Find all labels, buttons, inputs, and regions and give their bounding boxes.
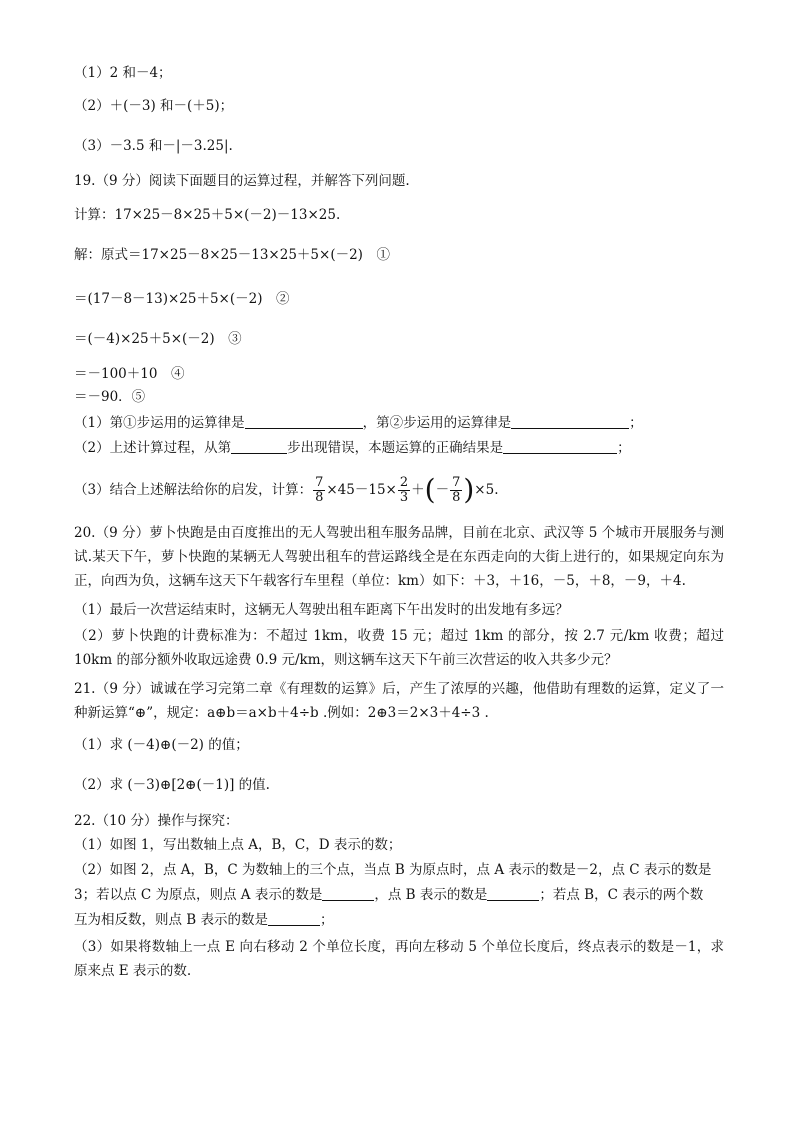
q19-q3-neg: － [435,482,450,498]
q19-step-1: 解：原式＝17×25－8×25－13×25＋5×(－2) ① [74,247,390,263]
q18-part-3: （3）－3.5 和－|－3.25|. [74,138,233,154]
q19-q3-text: （3）结合上述解法给你的启发，计算： [74,482,313,498]
right-paren-icon: ) [463,473,475,506]
numerator: 2 [399,474,409,490]
q22-question-2-line-3 [74,911,724,929]
answer-blank[interactable] [245,414,363,429]
q19-step-5: ＝－90．⑤ [74,389,146,405]
answer-blank[interactable] [231,439,287,454]
denominator: 8 [452,489,461,505]
q22-question-3: （3）如果将数轴上一点 E 向右移动 2 个单位长度，再向左移动 5 个单位长度后，终点表示的数是－1，求原来点 E 表示的数. [74,939,724,979]
q22-question-2-line-1: （2）如图 2，点 A，B，C 为数轴上的三个点，当点 B 为原点时，点 A 表示的数是－2，点 C 表示的数是 [74,862,712,878]
q18-part-1: （1）2 和－4； [74,65,172,81]
q19-calc: 计算：17×25－8×25＋5×(－2)－13×25. [74,207,341,223]
q19-question-2 [74,439,724,457]
q19-step-4: ＝－100＋10 ④ [74,366,185,382]
q19-q3-plus: ＋ [411,482,425,498]
q22-question-2-line-2 [74,886,724,904]
q19-q2-text-a: （2）上述计算过程，从第 [74,440,232,456]
q21-question-2: （2）求 (－3)⊕[2⊕(－1)] 的值. [74,777,270,793]
q22-question-1: （1）如图 1，写出数轴上点 A，B，C，D 表示的数； [74,837,402,853]
q22-q2-text-c: ；若点 B，C 表示的两个数 [539,887,704,903]
q19-q2-text-b: 步出现错误，本题运算的正确结果是 [287,440,504,456]
q19-title: 19.（9 分）阅读下面题目的运算过程，并解答下列问题. [74,173,410,189]
q22-q2-text-e: ； [320,912,334,928]
q19-q3-mid: ×45－15× [326,482,397,498]
q22-q2-text-b: ，点 B 表示的数是 [374,887,488,903]
fraction [313,476,325,505]
answer-blank[interactable] [487,886,539,901]
q20-question-2: （2）萝卜快跑的计费标准为：不超过 1km，收费 15 元；超过 1km 的部分，按 2.7 元/km 收费；超过 10km 的部分额外收取远途费 0.9 元/km，则这辆车这天下午前三次营运的收入共多少元？ [74,628,724,668]
answer-blank[interactable] [268,911,320,926]
q22-q2-text-d: 互为相反数，则点 B 表示的数是 [74,912,269,928]
fraction [398,476,410,505]
denominator: 3 [399,489,409,505]
q19-q2-text-c: ； [617,440,631,456]
q22-q2-text-a: 3；若以点 C 为原点，则点 A 表示的数是 [74,887,323,903]
answer-blank[interactable] [322,886,374,901]
answer-blank[interactable] [511,414,629,429]
q21-question-1: （1）求 (－4)⊕(－2) 的值； [74,737,249,753]
q18-part-2: （2）＋(－3) 和－(＋5)； [74,98,234,114]
q19-q1-text-b: ，第②步运用的运算律是 [362,415,512,431]
q20-question-1: （1）最后一次营运结束时，这辆无人驾驶出租车距离下午出发时的出发地有多远？ [74,602,569,618]
numerator: 7 [452,474,461,490]
q19-q3-end: ×5. [474,482,499,498]
denominator: 8 [315,489,324,505]
fraction [450,476,462,505]
q19-q1-text-a: （1）第①步运用的运算律是 [74,415,245,431]
q19-q1-text-c: ； [629,415,643,431]
q20-paragraph: 20.（9 分）萝卜快跑是由百度推出的无人驾驶出租车服务品牌，目前在北京、武汉等 5 个城市开展服务与测试.某天下午，萝卜快跑的某辆无人驾驶出租车的营运路线全是在东西走向的大街上进行的，如果规定向东为正，向西为负，这辆车这天下午载客行车里程（单位：km）如下：＋3，＋16，－5，＋8，－9，＋4. [74,525,724,589]
q21-paragraph: 21.（9 分）诚诚在学习完第二章《有理数的运算》后，产生了浓厚的兴趣，他借助有理数的运算，定义了一种新运算“⊕”，规定：a⊕b＝a×b＋4÷b .例如：2⊕3＝2×3＋4÷3 . [74,681,724,721]
q19-question-3 [74,470,724,510]
answer-blank[interactable] [503,439,617,454]
left-paren-icon: ( [424,473,436,506]
q19-step-3: ＝(－4)×25＋5×(－2) ③ [74,331,242,347]
numerator: 7 [315,474,324,490]
q19-step-2: ＝(17－8－13)×25＋5×(－2) ② [74,291,290,307]
q19-question-1 [74,414,724,432]
q22-title: 22.（10 分）操作与探究： [74,813,239,829]
